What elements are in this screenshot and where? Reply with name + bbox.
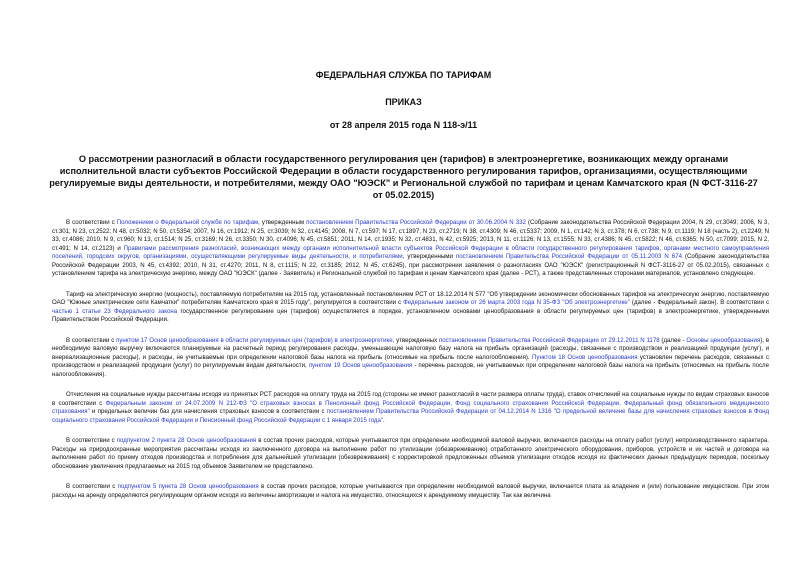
agency-name: ФЕДЕРАЛЬНАЯ СЛУЖБА ПО ТАРИФАМ <box>315 70 492 80</box>
link-pricing-basics-p28-5[interactable]: подпунктом 5 пункта 28 Основ ценообразования <box>117 483 259 490</box>
paragraph-6: В соответствии с подпунктом 5 пункта 28 Основ ценообразования в состав прочих расходов, которые учитываются при определении необходимой валовой выручки, включается плата за владение и (или) пользование имуществом. При этом расходы на аренду определяются регулирующим органом исходя из величины амортизации и налога на имущество, относящихся к арендуемому имуществу. Так как величина <box>52 483 769 499</box>
link-pricing-basics-p18[interactable]: Пунктом 18 Основ ценообразования <box>532 353 638 361</box>
link-pricing-basics-p17[interactable]: пунктом 17 Основ ценообразования в области регулируемых цен (тарифов) в электроэнергетике <box>116 336 393 344</box>
link-pricing-basics[interactable]: Основы ценообразования <box>686 336 761 344</box>
link-article-23[interactable]: частью 1 статьи 23 Федерального закона <box>52 307 178 315</box>
paragraph-2: Тариф на электрическую энергию (мощность), поставляемую потребителям на 2015 год, установленный постановлением РСТ от 18.12.2014 N 577 "Об утверждении экономически обоснованных тарифов на электрическую энергию, поставляемую ОАО "Южные электрические сети Камчатки" потребителям Камчатского края в 2015 году", регулируется в соответствии с Федеральным законом от 26 марта 2003 года N 35-ФЗ "Об электроэнергетике" (далее - Федеральный закон). В соответствии с частью 1 статьи 23 Федерального закона государственное регулирование цен (тарифов) осуществляется в порядке, установленном основами ценообразования в области регулируемых цен (тарифов) в электроэнергетике, утвержденными Правительством Российской Федерации. <box>52 290 770 323</box>
paragraph-4: Отчисления на социальные нужды рассчитаны исходя из принятых РСТ расходов на оплату труда на 2015 год (стороны не имеют разногласий в части размера оплаты труда), ставок отчислений на социальные нужды по видам страховых взносов в соответствии с Федеральным законом от 24.07.2009 N 212-ФЗ "О страховых взносах в Пенсионный фонд Российской Федерации, Фонд социального страхования Российской Федерации, Федеральный фонд обязательного медицинского страхования" и предельных величин баз для начисления страховых взносов в соответствии с постановлением Правительства Российской Федерации от 04.12.2014 N 1316 "О предельной величине базы для начисления страховых взносов в Фонд социального страхования Российской Федерации и Пенсионный фонд Российской Федерации с 1 января 2015 года". <box>52 391 770 424</box>
link-disagreement-rules[interactable]: Правилами рассмотрения разногласий, возникающих между органами исполнительной власти субъектов Российской Федерации в области государственного регулирования тарифов, органами местного самоуправления поселений, городских округов, организациями, осуществляющими регулируемые виды деятельности, и потребителями <box>52 244 769 260</box>
paragraph-3: В соответствии с пунктом 17 Основ ценообразования в области регулируемых цен (тарифов) в электроэнергетике, утвержденных постановлением Правительства Российской Федерации от 29.12.2011 N 1178 (далее - Основы ценообразования), в необходимую валовую выручку включаются планируемые на расчетный период регулирования расходы, уменьшающие налоговую базу налога на прибыль организаций (расходы, связанные с производством и реализацией продукции (услуг), и внереализационные расходы), и расходы, не учитываемые при определении налоговой базы налога на прибыль (относимые на прибыль после налогообложения). Пунктом 18 Основ ценообразования установлен перечень расходов, связанных с производством и реализацией продукции (услуг) по регулируемым видам деятельности, пунктом 19 Основ ценообразования - перечень расходов, не учитываемых при определении налоговой базы налога на прибыль (относимых на прибыль после налогообложения). <box>52 336 770 378</box>
link-federal-law-212[interactable]: Федеральным законом от 24.07.2009 N 212-ФЗ "О страховых взносах в Пенсионный фонд Российской Федерации, Фонд социального страхования Российской Федерации, Федеральный фонд обязательного медицинского страхования" <box>52 399 769 415</box>
document-date-number: от 28 апреля 2015 года N 118-э/11 <box>329 120 478 130</box>
link-pricing-basics-p19[interactable]: пунктом 19 Основ ценообразования <box>308 362 413 369</box>
link-pricing-basics-p28-2[interactable]: подпунктом 2 пункта 28 Основ ценообразования <box>116 437 257 444</box>
link-federal-law-35[interactable]: Федеральным законом от 26 марта 2003 года N 35-ФЗ "Об электроэнергетике" <box>403 299 630 306</box>
link-fst-regulation[interactable]: Положением о Федеральной службе по тарифам <box>116 219 259 226</box>
document-title: О рассмотрении разногласий в области государственного регулирования цен (тарифов) в электроэнергетике, возникающих между органами исполнительной власти субъектов Российской Федерации в области государственного регулирования тарифов, организациями, осуществляющими регулируемые виды деятельности, и потребителями, между ОАО "ЮЭСК" и Региональной службой по тарифам и ценам Камчатского края (N ФСТ-3116-27 от 05.02.2015) <box>49 154 758 200</box>
link-government-decree-332[interactable]: постановлением Правительства Российской Федерации от 30.06.2004 N 332 <box>306 219 526 226</box>
link-government-decree-674[interactable]: постановлением Правительства Российской Федерации от 05.11.2003 N 674 <box>455 253 682 260</box>
document-body <box>52 219 769 500</box>
link-government-decree-1316[interactable]: постановлением Правительства Российской Федерации от 04.12.2014 N 1316 "О предельной величине базы для начисления страховых взносов в Фонд социального страхования Российской Федерации и Пенсионный фонд Российской Федерации с 1 января 2015 года" <box>52 408 770 424</box>
paragraph-1: В соответствии с Положением о Федеральной службе по тарифам, утвержденным постановлением Правительства Российской Федерации от 30.06.2004 N 332 (Собрание законодательства Российской Федерации 2004, N 29, ст.3049; 2006, N 3, ст.301; N 23, ст.2522; N 48, ст.5032; N 50, ст.5354; 2007, N 16, ст.1912; N 25, ст.3039; N 32, ст.4145; 2008, N 7, ст.597; N 17, ст.1897; N 23, ст.2719; N 38, ст.4309; N 46, ст.5337; 2009, N 1, ст.142; N 3, ст.378; N 6, ст.738; N 9, ст.1119; N 18 (часть 2), ст.2249; N 33, ст.4086; 2010, N 9, ст.960; N 13, ст.1514; N 25, ст.3169; N 26, ст.3350; N 30, ст.4096; N 45, ст.5851; 2011, N 14, ст.1935; N 32, ст.4831, N 42, ст.5925; 2013, N 11, ст.1126; N 13, ст.1555; N 33, ст.4386; N 45, ст.5822; N 46, ст.6365; N 50, ст.7099; 2015, N 2, ст.491; N 14, ст.2123) и Правилами рассмотрения разногласий, возникающих между органами исполнительной власти субъектов Российской Федерации в области государственного регулирования тарифов, органами местного самоуправления поселений, городских округов, организациями, осуществляющими регулируемые виды деятельности, и потребителями, утвержденными постановлением Правительства Российской Федерации от 05.11.2003 N 674 (Собрание законодательства Российской Федерации 2003, N 45, ст.4392; 2010, N 31, ст.4270; 2011, N 8, ст.1115; N 22, ст.3185; 2012, N 45, ст.6245), при рассмотрении заявления о разногласиях ОАО "ЮЭСК" (регистрационный N ФСТ-3116-27 от 05.02.2015), связанных с установлением тарифа на электрическую энергию, между ОАО "ЮЭСК" (далее - Заявитель) и Региональной службой по тарифам и ценам Камчатского края (далее - РСТ), а также представленных сторонами материалов, установлено следующее. <box>52 219 770 277</box>
document-type: ПРИКАЗ <box>385 97 422 107</box>
link-government-decree-1178[interactable]: постановлением Правительства Российской Федерации от 29.12.2011 N 1178 <box>438 336 660 344</box>
paragraph-5: В соответствии с подпунктом 2 пункта 28 Основ ценообразования в состав прочих расходов, которые учитываются при определении необходимой валовой выручки, включаются расходы на оплату работ (услуг) непроизводственного характера. Расходы на природоохранные мероприятия рассчитаны исходя из заключенного договора на выполнение работ по утилизации (обезвреживанию) отработанного электрического оборудования, приборов, устройств и их частей и договора на выполнение работ по приему отходов производства и потребления для дальнейшей утилизации (обезвреживания) с корректировкой предложенных объемов утилизации отходов исходя из фактических данных предыдущих периодов, поскольку обоснование увеличения предлагаемых на 2015 год объемов Заявителем не представлено. <box>52 437 769 470</box>
